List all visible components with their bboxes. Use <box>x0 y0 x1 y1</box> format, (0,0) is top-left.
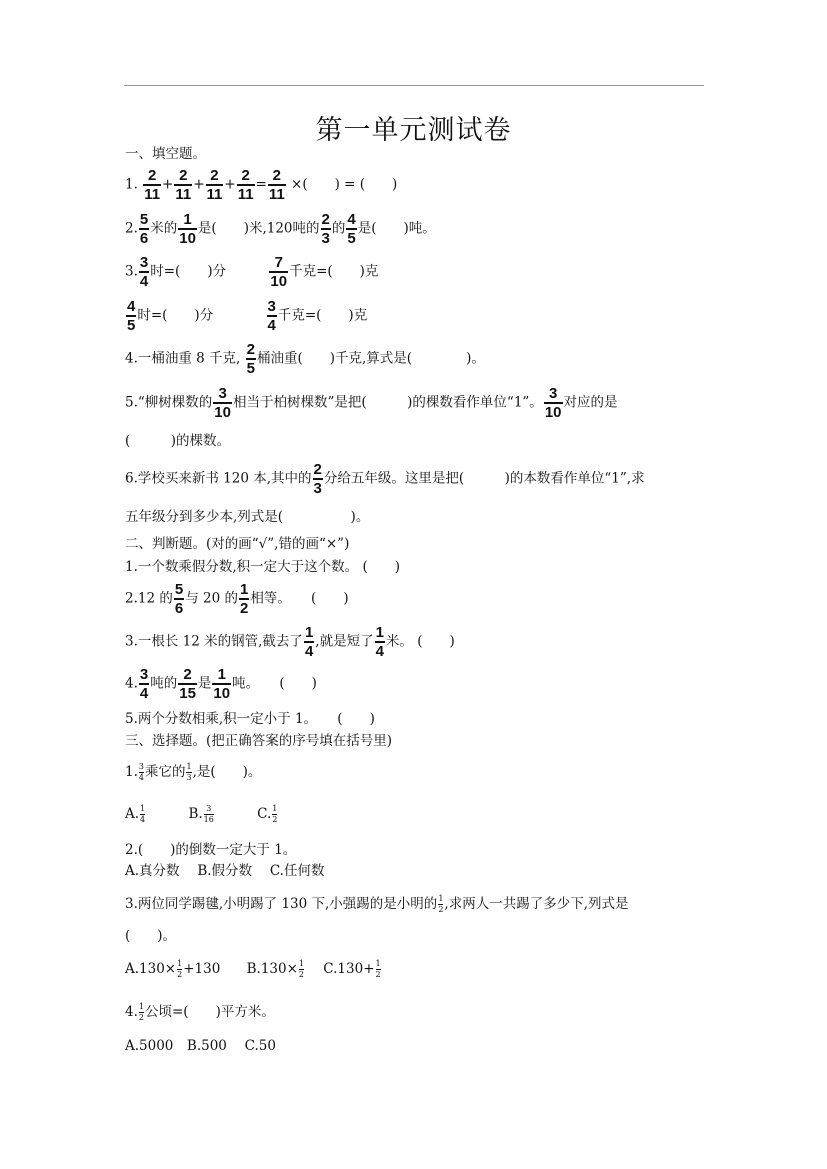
question-3-3 <box>125 895 629 914</box>
question-1-6-line2: 五年级分到多少本,列式是( )。 <box>125 509 370 525</box>
fraction: $\frac{1}{2}$ <box>138 1002 144 1022</box>
text: 公顷=( )平方米。 <box>144 1003 275 1020</box>
section-2-heading: 二、判断题。(对的画“√”,错的画“×”) <box>125 536 350 552</box>
fraction: $\frac{3}{4}$ <box>138 762 144 782</box>
option-label: B.130× <box>246 960 298 977</box>
question-3-3-line2: ( )。 <box>125 928 177 944</box>
text: 吨。 ( ) <box>232 675 317 692</box>
fraction: $\frac{4}{5}$ <box>347 211 356 247</box>
text: 千克=( )克 <box>277 307 368 324</box>
text: 2. <box>125 220 138 237</box>
question-1-3a <box>125 255 378 289</box>
fraction: $\frac{3}{4}$ <box>267 298 276 334</box>
fraction: $\frac{2}{11}$ <box>268 167 285 203</box>
text: 4.一桶油重 8 千克, <box>125 350 241 367</box>
text: 时=( )分 <box>150 263 227 280</box>
question-2-1: 1.一个数乘假分数,积一定大于这个数。 ( ) <box>125 559 400 575</box>
text: 5.“柳树棵数的 <box>125 394 213 411</box>
text: 1. <box>125 176 138 193</box>
fraction: $\frac{1}{2}$ <box>177 959 183 979</box>
text: 分给五年级。这里是把( )的本数看作单位“1”,求 <box>323 470 645 487</box>
fraction: $\frac{5}{6}$ <box>174 581 184 617</box>
text: 乘它的 <box>144 763 186 780</box>
fraction: $\frac{1}{2}$ <box>298 959 304 979</box>
text: 吨的 <box>150 675 178 692</box>
text: ×( ) = ( ) <box>291 176 398 193</box>
fraction: $\frac{2}{11}$ <box>206 167 223 203</box>
fraction: $\frac{1}{2}$ <box>375 959 381 979</box>
question-1-2 <box>125 212 436 246</box>
option-label: B. <box>188 805 203 822</box>
question-1-5-line2: ( )的棵数。 <box>125 433 231 449</box>
question-3-4 <box>125 1003 275 1022</box>
fraction: $\frac{5}{6}$ <box>139 211 149 247</box>
fraction: $\frac{1}{10}$ <box>179 211 196 247</box>
fraction: $\frac{3}{16}$ <box>203 804 214 824</box>
text: 相当于柏树棵数”是把( )的棵数看作单位“1”。 <box>232 394 543 411</box>
fraction: $\frac{2}{11}$ <box>237 167 254 203</box>
fraction: $\frac{3}{10}$ <box>214 385 231 421</box>
text: 是( )米,120吨的 <box>197 220 320 237</box>
option-label: C.130+ <box>323 960 375 977</box>
text: 是 <box>197 675 212 692</box>
fraction: $\frac{1}{2}$ <box>239 581 249 617</box>
text: 桶油重( )千克,算式是( )。 <box>256 350 485 367</box>
question-1-5 <box>125 386 618 420</box>
text: 与 20 的 <box>185 590 238 607</box>
option-label: A.130× <box>125 960 177 977</box>
fraction: $\frac{3}{4}$ <box>139 666 149 702</box>
fraction: $\frac{7}{10}$ <box>270 254 288 290</box>
fraction: $\frac{2}{5}$ <box>246 341 255 377</box>
text: +130 <box>183 960 221 977</box>
text: ,求两人一共踢了多少下,列式是 <box>444 895 629 912</box>
question-3-3-options <box>125 960 382 979</box>
question-1-6 <box>125 462 645 496</box>
fraction: $\frac{3}{4}$ <box>139 254 149 290</box>
fraction: $\frac{2}{11}$ <box>175 167 192 203</box>
question-3-4-options: A.5000 B.500 C.50 <box>125 1038 276 1054</box>
plus: + <box>224 176 236 193</box>
question-2-3 <box>125 625 455 659</box>
plus: + <box>193 176 205 193</box>
text: 6.学校买来新书 120 本,其中的 <box>125 470 312 487</box>
question-1-1 <box>125 168 397 202</box>
question-3-1-options <box>125 805 278 824</box>
text: 的 <box>331 220 346 237</box>
text: 4. <box>125 1003 138 1020</box>
equals: = <box>255 176 267 193</box>
fraction: $\frac{1}{10}$ <box>213 666 231 702</box>
text: 3.一根长 12 米的钢管,截去了 <box>125 633 303 650</box>
text: 2.12 的 <box>125 590 173 607</box>
text: 米。 ( ) <box>385 633 455 650</box>
fraction: $\frac{2}{3}$ <box>313 461 322 497</box>
option-label: C. <box>257 805 272 822</box>
header-rule <box>124 85 704 86</box>
text: 4. <box>125 675 138 692</box>
text: ,就是短了 <box>315 633 374 650</box>
text: 相等。 ( ) <box>250 590 349 607</box>
fraction: $\frac{1}{4}$ <box>304 624 314 660</box>
text: ,是( )。 <box>192 763 262 780</box>
fraction: $\frac{4}{5}$ <box>127 298 136 334</box>
fraction: $\frac{2}{15}$ <box>179 666 196 702</box>
plus: + <box>162 176 174 193</box>
question-1-4 <box>125 342 485 376</box>
section-1-heading: 一、填空题。 <box>125 146 206 162</box>
fraction: $\frac{1}{4}$ <box>140 804 146 824</box>
section-3-heading: 三、选择题。(把正确答案的序号填在括号里) <box>125 733 393 749</box>
text: 3. <box>125 263 138 280</box>
text: 1. <box>125 763 138 780</box>
question-2-2 <box>125 582 349 616</box>
text: 3.两位同学踢毽,小明踢了 130 下,小强踢的是小明的 <box>125 895 438 912</box>
text: 千克=( )克 <box>289 263 379 280</box>
option-label: A. <box>125 805 140 822</box>
fraction: $\frac{1}{2}$ <box>438 894 444 914</box>
page-title: 第一单元测试卷 <box>315 115 512 146</box>
fraction: $\frac{3}{10}$ <box>544 385 562 421</box>
question-2-4 <box>125 667 317 701</box>
question-3-2: 2.( )的倒数一定大于 1。 <box>125 842 297 858</box>
fraction: $\frac{1}{2}$ <box>272 804 278 824</box>
fraction: $\frac{2}{3}$ <box>321 211 330 247</box>
question-3-1 <box>125 763 261 782</box>
text: 米的 <box>150 220 178 237</box>
text: 时=( )分 <box>137 307 214 324</box>
fraction: $\frac{1}{3}$ <box>186 762 192 782</box>
text: 是( )吨。 <box>357 220 436 237</box>
question-2-5: 5.两个分数相乘,积一定小于 1。 ( ) <box>125 711 375 727</box>
question-3-2-options: A.真分数 B.假分数 C.任何数 <box>125 863 325 879</box>
text: 对应的是 <box>563 394 618 411</box>
fraction: $\frac{2}{11}$ <box>144 167 161 203</box>
fraction: $\frac{1}{4}$ <box>375 624 384 660</box>
question-1-3b <box>125 299 367 333</box>
